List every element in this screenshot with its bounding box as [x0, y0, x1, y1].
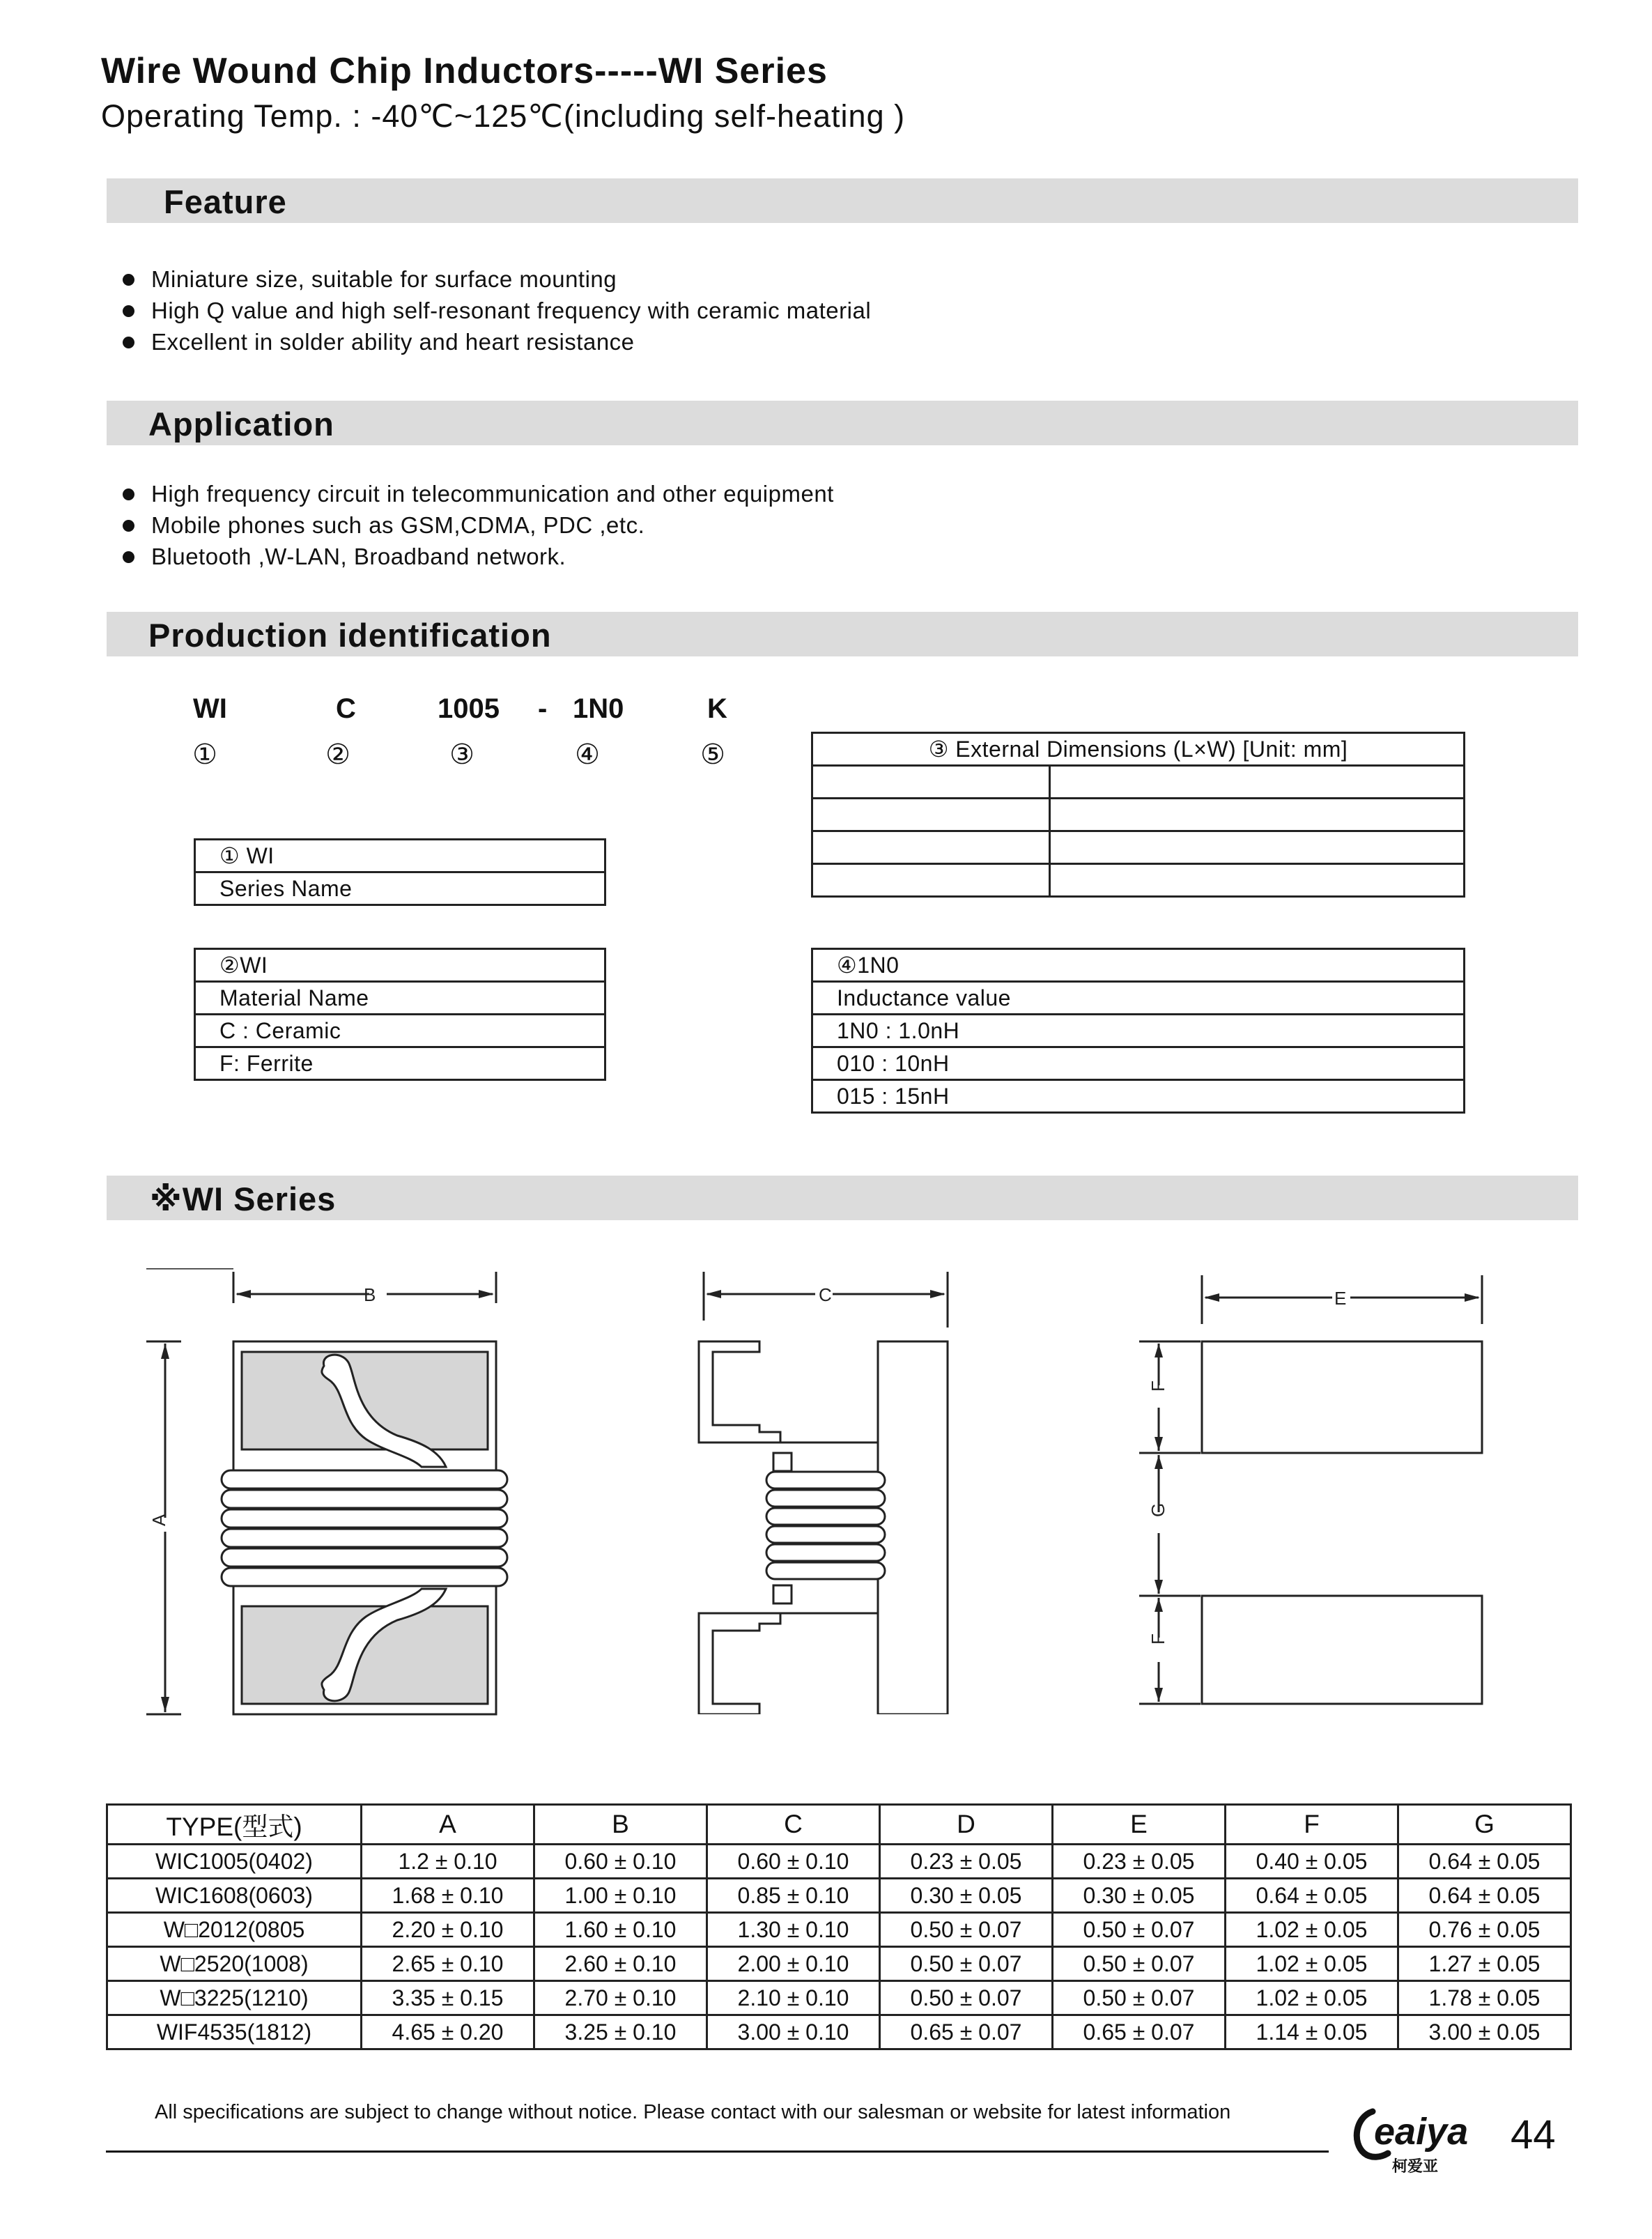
cell: 0.50 ± 0.07 — [880, 1981, 1053, 2015]
cell: 0.60 ± 0.10 — [534, 1845, 707, 1879]
material-box — [194, 948, 606, 1081]
cell: 0.50 ± 0.07 — [880, 1947, 1053, 1981]
footer-disclaimer: All specifications are subject to change without notice. Please contact with our salesman or website for latest information — [155, 2101, 1231, 2123]
dimension-label-b: B — [364, 1284, 376, 1305]
circle-number: ④ — [575, 739, 600, 770]
cell: 0.30 ± 0.05 — [880, 1879, 1053, 1913]
dimension-label-f-top: F — [1148, 1380, 1168, 1392]
circle-number: ⑤ — [700, 739, 725, 770]
cell: 0.40 ± 0.05 — [1226, 1845, 1398, 1879]
cell: W□2012(0805 — [107, 1913, 362, 1947]
cell: 2.20 ± 0.10 — [362, 1913, 534, 1947]
cell: 3.00 ± 0.05 — [1398, 2015, 1571, 2049]
header-d: D — [880, 1805, 1053, 1845]
dimensions-cell — [1050, 831, 1465, 864]
cell: 0.23 ± 0.05 — [1053, 1845, 1226, 1879]
cell: 1.60 ± 0.10 — [534, 1913, 707, 1947]
inductor-top-view-drawing — [146, 1268, 536, 1735]
series-section-bar — [107, 1176, 1578, 1220]
cell: 1.14 ± 0.05 — [1226, 2015, 1398, 2049]
dimension-label-f-bottom: F — [1148, 1633, 1168, 1645]
page-title: Wire Wound Chip Inductors-----WI Series — [101, 51, 828, 91]
page-number: 44 — [1511, 2112, 1556, 2157]
cell: 0.64 ± 0.05 — [1398, 1879, 1571, 1913]
header-f: F — [1226, 1805, 1398, 1845]
feature-item: High Q value and high self-resonant frequency with ceramic material — [120, 295, 871, 326]
dimensions-cell — [812, 799, 1050, 831]
dimensions-cell — [1050, 766, 1465, 799]
identification-heading: Production identification — [148, 617, 552, 654]
cell: 1.30 ± 0.10 — [707, 1913, 880, 1947]
cell: WIC1005(0402) — [107, 1845, 362, 1879]
land-pattern-drawing — [1118, 1268, 1508, 1728]
cell: 0.65 ± 0.07 — [880, 2015, 1053, 2049]
cell: 1.2 ± 0.10 — [362, 1845, 534, 1879]
material-box-row: Material Name — [195, 982, 605, 1015]
application-item: High frequency circuit in telecommunication and other equipment — [120, 478, 834, 509]
cell: W□3225(1210) — [107, 1981, 362, 2015]
header-type: TYPE(型式) — [107, 1805, 362, 1845]
header-g: G — [1398, 1805, 1571, 1845]
material-box-row: F: Ferrite — [195, 1047, 605, 1080]
inductance-box — [811, 948, 1465, 1114]
application-section-bar — [107, 401, 1578, 445]
identification-section-bar — [107, 612, 1578, 656]
circle-number: ② — [325, 739, 350, 770]
application-heading: Application — [148, 406, 334, 443]
cell: 0.30 ± 0.05 — [1053, 1879, 1226, 1913]
feature-heading: Feature — [164, 183, 287, 220]
inductance-box-row: 1N0 : 1.0nH — [812, 1015, 1465, 1047]
brand-logo — [1352, 2105, 1491, 2181]
cell: 2.00 ± 0.10 — [707, 1947, 880, 1981]
series-box-title: ① WI — [195, 840, 605, 872]
series-box-row: Series Name — [195, 872, 605, 905]
header-b: B — [534, 1805, 707, 1845]
table-row — [107, 1947, 1571, 1981]
cell: 4.65 ± 0.20 — [362, 2015, 534, 2049]
feature-item: Excellent in solder ability and heart resistance — [120, 326, 871, 357]
header-e: E — [1053, 1805, 1226, 1845]
cell: 3.25 ± 0.10 — [534, 2015, 707, 2049]
cell: 1.27 ± 0.05 — [1398, 1947, 1571, 1981]
cell: 0.65 ± 0.07 — [1053, 2015, 1226, 2049]
table-row — [107, 2015, 1571, 2049]
feature-section-bar — [107, 178, 1578, 223]
cell: 0.50 ± 0.07 — [1053, 1913, 1226, 1947]
cell: 1.02 ± 0.05 — [1226, 1947, 1398, 1981]
application-list — [120, 478, 834, 572]
inductance-box-row: 015 : 15nH — [812, 1080, 1465, 1113]
dimension-spec-table — [106, 1803, 1572, 2050]
cell: 0.23 ± 0.05 — [880, 1845, 1053, 1879]
cell: 2.10 ± 0.10 — [707, 1981, 880, 2015]
inductance-box-title: ④1N0 — [812, 949, 1465, 982]
cell: 1.00 ± 0.10 — [534, 1879, 707, 1913]
cell: WIC1608(0603) — [107, 1879, 362, 1913]
dimension-label-a: A — [148, 1514, 169, 1526]
dimension-label-c: C — [819, 1284, 832, 1305]
code-part-tolerance: K — [707, 693, 727, 724]
header-c: C — [707, 1805, 880, 1845]
series-name-box — [194, 838, 606, 906]
code-part-dimension: 1005 — [438, 693, 500, 724]
dimensions-cell — [1050, 799, 1465, 831]
operating-temp: Operating Temp. : -40℃~125℃(including self-heating ) — [101, 98, 906, 134]
code-part-series: WI — [193, 693, 227, 724]
table-row — [107, 1913, 1571, 1947]
dimensions-cell — [812, 831, 1050, 864]
table-row — [107, 1879, 1571, 1913]
cell: 1.78 ± 0.05 — [1398, 1981, 1571, 2015]
application-item: Bluetooth ,W-LAN, Broadband network. — [120, 541, 834, 572]
footer-rule — [106, 2150, 1329, 2153]
cell: 1.68 ± 0.10 — [362, 1879, 534, 1913]
material-box-title: ②WI — [195, 949, 605, 982]
circle-number: ① — [192, 739, 217, 770]
code-part-dash: - — [538, 693, 548, 724]
cell: 0.50 ± 0.07 — [880, 1913, 1053, 1947]
cell: 3.35 ± 0.15 — [362, 1981, 534, 2015]
cell: 0.64 ± 0.05 — [1226, 1879, 1398, 1913]
table-row — [107, 1981, 1571, 2015]
feature-list — [120, 263, 871, 357]
feature-item: Miniature size, suitable for surface mounting — [120, 263, 871, 295]
cell: 2.60 ± 0.10 — [534, 1947, 707, 1981]
dimensions-box-title: ③ External Dimensions (L×W) [Unit: mm] — [812, 733, 1465, 766]
dimensions-cell — [812, 864, 1050, 897]
inductor-side-view-drawing — [693, 1268, 972, 1714]
cell: 0.50 ± 0.07 — [1053, 1947, 1226, 1981]
table-header-row — [107, 1805, 1571, 1845]
dimensions-box — [811, 732, 1465, 898]
series-heading: ※WI Series — [150, 1180, 337, 1217]
brand-name: eaiya — [1374, 2111, 1469, 2153]
dimensions-cell — [812, 766, 1050, 799]
dimension-label-g: G — [1148, 1502, 1168, 1517]
circle-number: ③ — [449, 739, 474, 770]
table-row — [107, 1845, 1571, 1879]
cell: 0.60 ± 0.10 — [707, 1845, 880, 1879]
code-part-material: C — [336, 693, 356, 724]
cell: 2.65 ± 0.10 — [362, 1947, 534, 1981]
dimension-label-e: E — [1334, 1288, 1347, 1309]
header-a: A — [362, 1805, 534, 1845]
cell: WIF4535(1812) — [107, 2015, 362, 2049]
cell: 0.50 ± 0.07 — [1053, 1981, 1226, 2015]
cell: 3.00 ± 0.10 — [707, 2015, 880, 2049]
inductance-box-row: Inductance value — [812, 982, 1465, 1015]
cell: 2.70 ± 0.10 — [534, 1981, 707, 2015]
cell: 0.85 ± 0.10 — [707, 1879, 880, 1913]
brand-name-cn: 柯爱亚 — [1392, 2157, 1439, 2175]
cell: 0.76 ± 0.05 — [1398, 1913, 1571, 1947]
inductance-box-row: 010 : 10nH — [812, 1047, 1465, 1080]
application-item: Mobile phones such as GSM,CDMA, PDC ,etc. — [120, 509, 834, 541]
material-box-row: C : Ceramic — [195, 1015, 605, 1047]
cell: 0.64 ± 0.05 — [1398, 1845, 1571, 1879]
dimensions-cell — [1050, 864, 1465, 897]
code-part-inductance: 1N0 — [573, 693, 624, 724]
cell: W□2520(1008) — [107, 1947, 362, 1981]
cell: 1.02 ± 0.05 — [1226, 1913, 1398, 1947]
cell: 1.02 ± 0.05 — [1226, 1981, 1398, 2015]
